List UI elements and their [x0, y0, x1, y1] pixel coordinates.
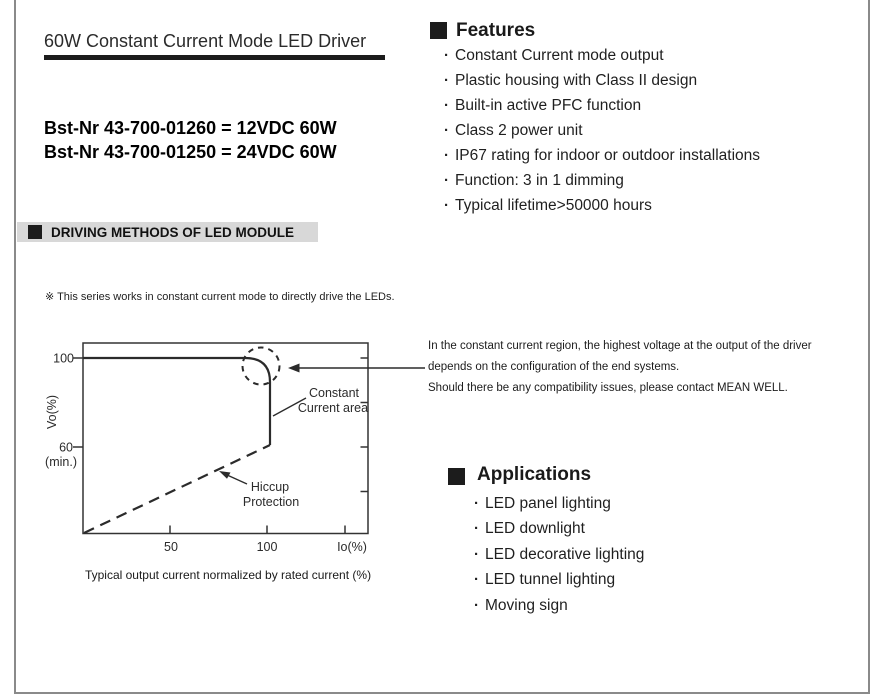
bullet-icon: · — [444, 122, 449, 139]
bullet-icon: · — [474, 495, 479, 512]
part-number-line-2: Bst-Nr 43-700-01250 = 24VDC 60W — [44, 142, 337, 162]
feature-item-label: Constant Current mode output — [455, 47, 664, 64]
features-marker-icon — [430, 22, 447, 39]
bullet-icon: · — [474, 596, 479, 614]
feature-item — [444, 43, 864, 68]
application-item — [474, 593, 774, 618]
bullet-icon: · — [444, 47, 449, 64]
constant-current-note — [428, 336, 868, 399]
bullet-icon: · — [444, 72, 449, 89]
feature-item-label: Built-in active PFC function — [455, 97, 642, 114]
section-header-label: DRIVING METHODS OF LED MODULE — [51, 224, 294, 240]
feature-item-label: IP67 rating for indoor or outdoor installations — [455, 147, 761, 164]
applications-title: Applications — [477, 464, 592, 485]
page-border-right — [868, 0, 870, 694]
application-item — [474, 516, 774, 541]
application-item-label: LED panel lighting — [485, 495, 611, 512]
applications-marker-icon — [448, 468, 465, 485]
chart-caption: Typical output current normalized by rated current (%) — [84, 568, 372, 582]
y-axis-label: Vo(%) — [45, 394, 59, 430]
annotation-constant-line2: Current area — [297, 401, 369, 415]
feature-item — [444, 193, 864, 218]
feature-item — [444, 93, 864, 118]
y-tick-min: (min.) — [45, 455, 77, 469]
feature-item — [444, 68, 864, 93]
annotation-constant-line1: Constant — [308, 386, 360, 400]
series-note: ※ This series works in constant current mode to directly drive the LEDs. — [45, 291, 395, 303]
bullet-icon: · — [474, 545, 479, 563]
feature-item-label: Typical lifetime>50000 hours — [455, 197, 652, 214]
application-item — [474, 542, 774, 567]
applications-list — [474, 491, 774, 618]
note-line-3: Should there be any compatibility issues, please contact MEAN WELL. — [428, 382, 788, 394]
bullet-icon: · — [444, 147, 449, 164]
part-number-line-1: Bst-Nr 43-700-01260 = 12VDC 60W — [44, 118, 337, 138]
bullet-icon: · — [444, 197, 449, 214]
x-tick-50: 50 — [164, 540, 178, 554]
application-item — [474, 567, 774, 592]
feature-item — [444, 168, 864, 193]
application-item-label: LED tunnel lighting — [485, 571, 616, 589]
part-numbers — [44, 116, 337, 164]
bullet-icon: · — [444, 97, 449, 114]
annotation-hiccup-line2: Protection — [242, 495, 300, 509]
highlight-circle — [243, 348, 280, 385]
hiccup-protection-line — [84, 445, 270, 533]
feature-item-label: Plastic housing with Class II design — [455, 72, 698, 89]
y-tick-100: 100 — [53, 351, 74, 366]
annotation-hiccup-line1: Hiccup — [250, 480, 290, 494]
note-line-2: depends on the configuration of the end systems. — [428, 361, 680, 373]
application-item-label: LED decorative lighting — [485, 545, 645, 563]
x-tick-100: 100 — [256, 540, 278, 554]
bullet-icon: · — [474, 520, 479, 538]
hiccup-leader-arrow — [219, 471, 247, 484]
constant-current-curve — [83, 358, 270, 445]
application-item — [474, 491, 774, 516]
page-border-left — [14, 0, 16, 694]
bullet-icon: · — [444, 172, 449, 189]
features-list — [444, 43, 864, 218]
section-header-driving-methods — [17, 222, 318, 242]
application-item-label: Moving sign — [485, 596, 568, 614]
bullet-icon: · — [474, 571, 479, 589]
page-title: 60W Constant Current Mode LED Driver — [44, 31, 367, 51]
feature-item — [444, 118, 864, 143]
plot-box — [83, 343, 368, 534]
axis-ticks — [73, 358, 368, 534]
note-line-1: In the constant current region, the highest voltage at the output of the driver — [428, 340, 812, 352]
y-tick-60: 60 — [59, 440, 73, 455]
feature-item — [444, 143, 864, 168]
title-underline — [44, 55, 385, 60]
x-axis-label: Io(%) — [337, 540, 367, 554]
output-characteristic-chart — [30, 336, 434, 568]
application-item-label: LED downlight — [485, 520, 585, 538]
feature-item-label: Class 2 power unit — [455, 122, 583, 139]
page-border-bottom — [14, 692, 870, 694]
feature-item-label: Function: 3 in 1 dimming — [455, 172, 624, 189]
features-title: Features — [456, 20, 536, 41]
note-pointer-arrow — [288, 364, 425, 373]
section-marker-icon — [28, 225, 42, 239]
